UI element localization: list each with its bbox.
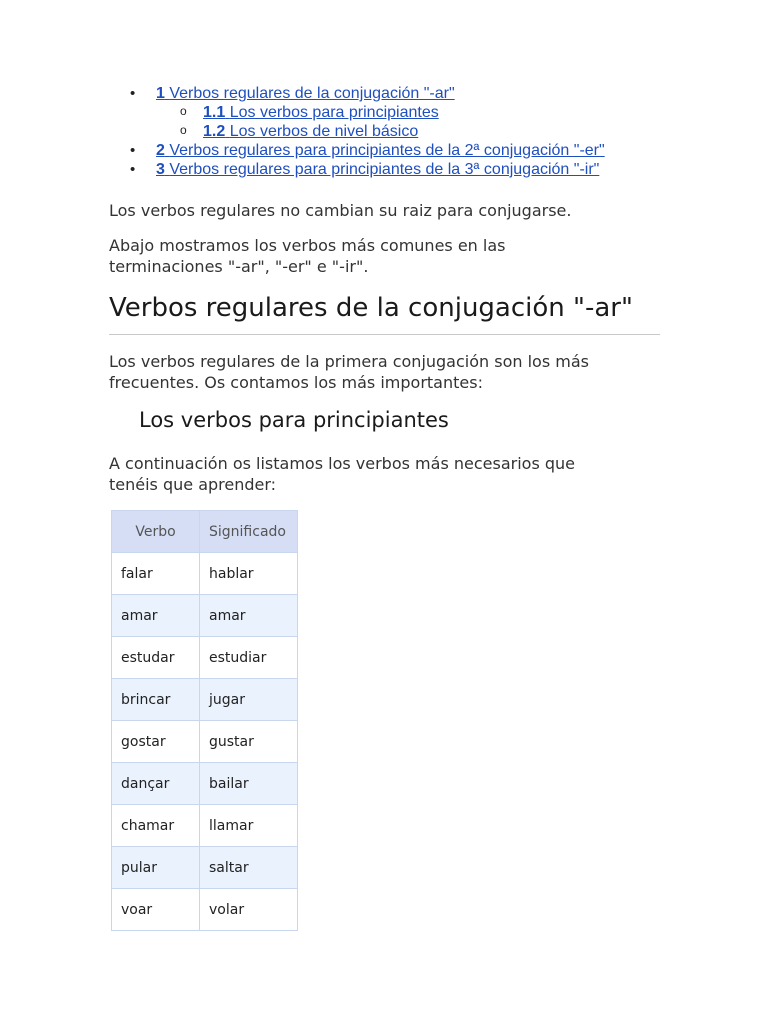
verb-cell: chamar [112,805,200,847]
heading-divider [109,334,660,335]
table-row [112,637,298,679]
toc-item-2 [109,141,605,160]
verb-cell: brincar [112,679,200,721]
meaning-cell: gustar [200,721,298,763]
meaning-cell: saltar [200,847,298,889]
meaning-cell: estudiar [200,637,298,679]
table-row [112,679,298,721]
verbs-table [111,510,298,931]
intro-paragraph-1: Los verbos regulares no cambian su raiz para conjugarse. [109,201,572,220]
table-of-contents [109,84,605,179]
toc-link-2[interactable]: 2 Verbos regulares para principiantes de la 2ª conjugación "-er" [156,142,605,159]
verb-cell: dançar [112,763,200,805]
meaning-cell: hablar [200,553,298,595]
subsection-heading: Los verbos para principiantes [139,408,449,432]
subsection-paragraph-line-2: tenéis que aprender: [109,475,277,494]
toc-link-1-2[interactable]: 1.2 Los verbos de nivel básico [203,123,419,140]
toc-item-1-1 [109,103,605,122]
intro-paragraph-2 [109,235,661,277]
verb-cell: amar [112,595,200,637]
meaning-cell: bailar [200,763,298,805]
table-row [112,763,298,805]
toc-link-1-1[interactable]: 1.1 Los verbos para principiantes [203,104,439,121]
intro-paragraph-2-line-1: Abajo mostramos los verbos más comunes en las [109,236,506,255]
section-paragraph-line-1: Los verbos regulares de la primera conjugación son los más [109,352,589,371]
verb-cell: gostar [112,721,200,763]
table-row [112,721,298,763]
verb-cell: estudar [112,637,200,679]
table-row [112,889,298,931]
toc-item-1-2 [109,122,605,141]
header-significado: Significado [200,511,298,553]
verb-cell: voar [112,889,200,931]
subsection-paragraph-line-1: A continuación os listamos los verbos más necesarios que [109,454,575,473]
section-paragraph [109,351,661,393]
toc-link-3[interactable]: 3 Verbos regulares para principiantes de la 3ª conjugación "-ir" [156,161,600,178]
meaning-cell: volar [200,889,298,931]
toc-item-3 [109,160,605,179]
table-row [112,595,298,637]
meaning-cell: amar [200,595,298,637]
meaning-cell: llamar [200,805,298,847]
toc-link-1[interactable]: 1 Verbos regulares de la conjugación "-ar" [156,85,455,102]
subsection-paragraph [109,453,661,495]
table-row [112,847,298,889]
section-heading: Verbos regulares de la conjugación "-ar" [109,293,633,323]
table-row [112,553,298,595]
verb-cell: pular [112,847,200,889]
verb-cell: falar [112,553,200,595]
meaning-cell: jugar [200,679,298,721]
section-paragraph-line-2: frecuentes. Os contamos los más importantes: [109,373,483,392]
header-verbo: Verbo [112,511,200,553]
toc-item-1 [109,84,605,103]
table-row [112,805,298,847]
table-header-row [112,511,298,553]
intro-paragraph-2-line-2: terminaciones "-ar", "-er" e "-ir". [109,257,369,276]
